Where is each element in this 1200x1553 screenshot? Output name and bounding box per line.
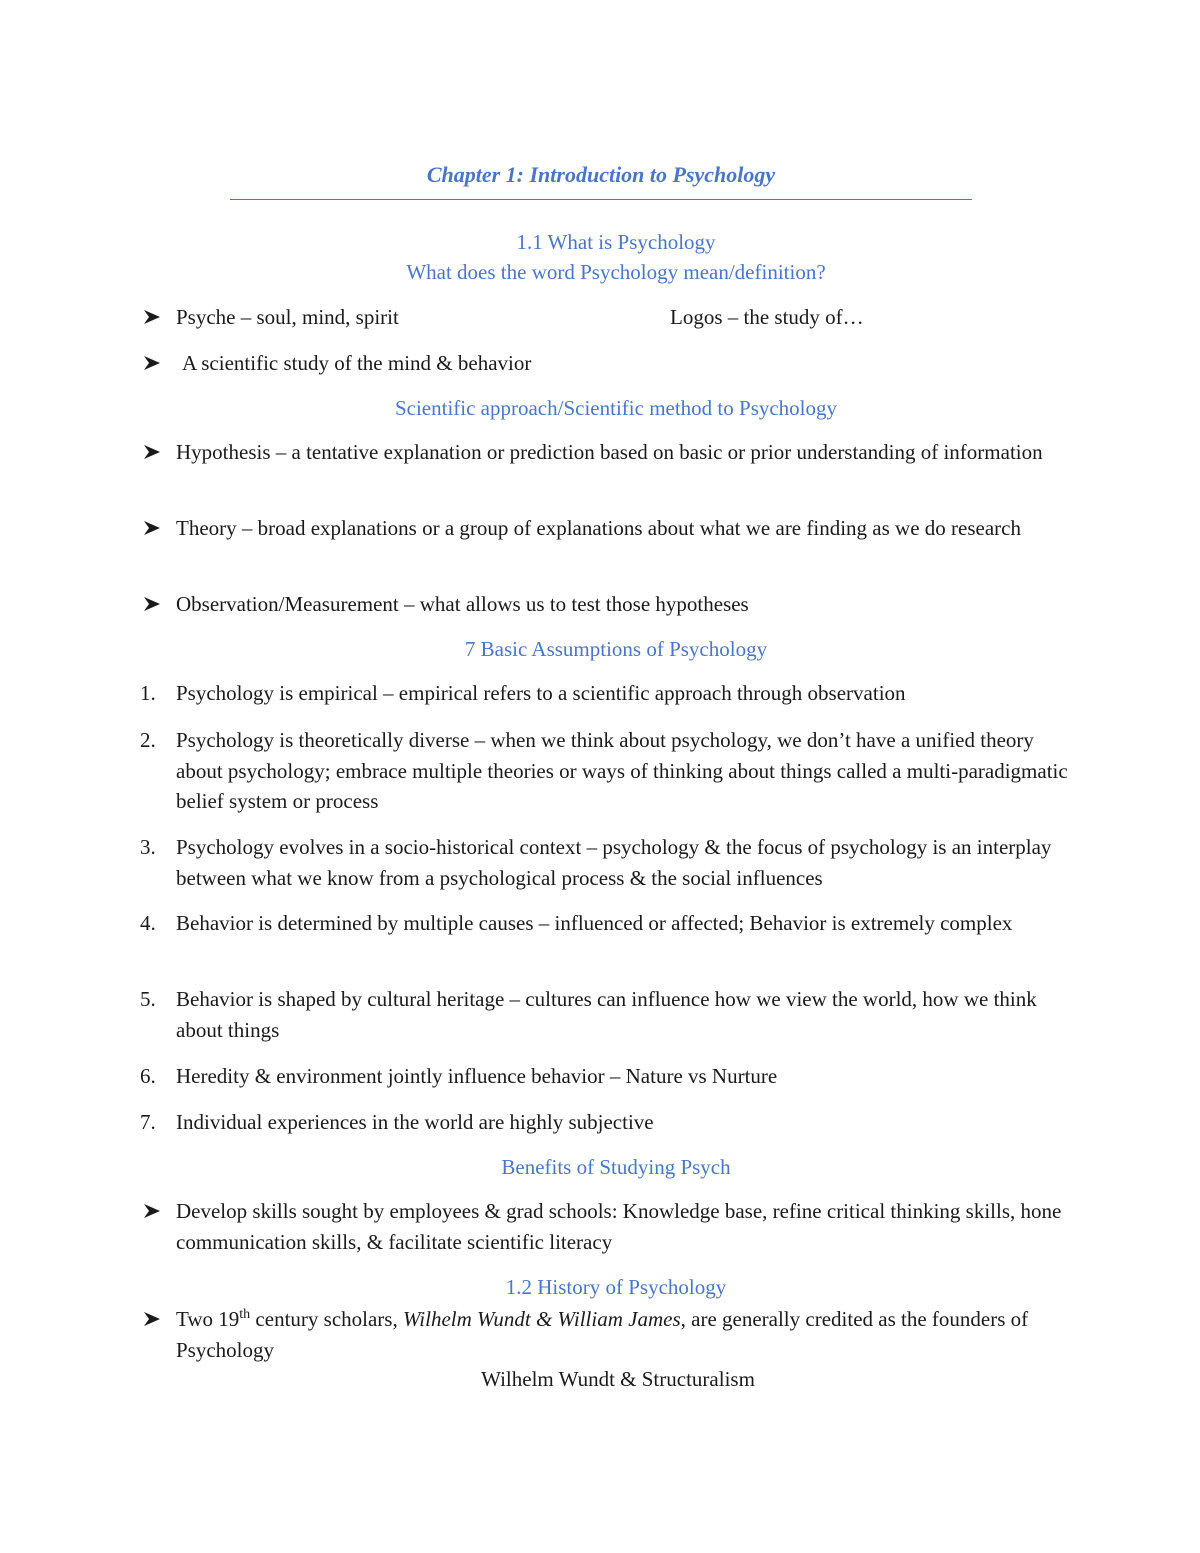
founders-text-mid: century scholars,	[250, 1307, 403, 1331]
list-number: 1.	[140, 681, 156, 705]
bullet-theory	[140, 513, 1070, 544]
list-item-assumption	[140, 1107, 1070, 1138]
section-heading-scientific-approach: Scientific approach/Scientific method to Psychology	[394, 396, 838, 420]
founders-text-end: , are generally credited as the founders of Psychology	[176, 1307, 1029, 1362]
list-text: Behavior is shaped by cultural heritage – cultures can influence how we view the world, how we think about things	[176, 987, 1037, 1042]
list-number: 2.	[140, 728, 156, 752]
psyche-definition: Psyche – soul, mind, spirit	[176, 305, 399, 329]
bullet-hypothesis	[140, 437, 1070, 468]
title-underline	[230, 199, 972, 200]
founder-names: Wilhelm Wundt & William James	[402, 1307, 681, 1331]
bullet-text: Develop skills sought by employees & grad schools: Knowledge base, refine critical thinking skills, hone communication skills, & facilitate scientific literacy	[176, 1199, 1062, 1254]
list-number: 5.	[140, 987, 156, 1011]
section-heading-history: 1.2 History of Psychology	[505, 1275, 727, 1299]
logos-definition: Logos – the study of…	[670, 305, 864, 329]
bullet-definition	[140, 348, 1070, 379]
list-item-assumption	[140, 1061, 1070, 1092]
bullet-text: Theory – broad explanations or a group of explanations about what we are finding as we do research	[176, 516, 1021, 540]
ordinal-superscript: th	[239, 1307, 251, 1322]
list-text: Psychology is theoretically diverse – when we think about psychology, we don’t have a unified theory about psychology; embrace multiple theories or ways of thinking about things called a multi-paradigmatic belief system or process	[176, 728, 1068, 813]
list-number: 6.	[140, 1064, 156, 1088]
list-item-assumption	[140, 725, 1070, 817]
founders-text-start: Two 19	[176, 1307, 240, 1331]
bullet-founders	[140, 1304, 1070, 1365]
psychology-definition: A scientific study of the mind & behavior	[182, 351, 532, 375]
list-text: Psychology is empirical – empirical refers to a scientific approach through observation	[176, 681, 906, 705]
bullet-text	[176, 1304, 1070, 1365]
bullet-psyche-logos	[140, 302, 1070, 333]
subheading-wundt-structuralism: Wilhelm Wundt & Structuralism	[481, 1367, 755, 1391]
bullet-text: Observation/Measurement – what allows us to test those hypotheses	[176, 592, 749, 616]
list-text: Individual experiences in the world are highly subjective	[176, 1110, 654, 1134]
list-text: Psychology evolves in a socio-historical context – psychology & the focus of psychology is an interplay between what we know from a psychological process & the social influences	[176, 835, 1052, 890]
list-number: 7.	[140, 1110, 156, 1134]
list-item-assumption	[140, 832, 1070, 893]
section-heading-benefits: Benefits of Studying Psych	[501, 1155, 731, 1179]
section-heading-assumptions: 7 Basic Assumptions of Psychology	[464, 637, 768, 661]
subheading-definition: What does the word Psychology mean/definition?	[406, 260, 826, 284]
chapter-title: Chapter 1: Introduction to Psychology	[426, 162, 776, 187]
list-item-assumption	[140, 984, 1070, 1045]
bullet-observation	[140, 589, 1070, 620]
list-text: Heredity & environment jointly influence behavior – Nature vs Nurture	[176, 1064, 778, 1088]
list-text: Behavior is determined by multiple causes – influenced or affected; Behavior is extremely complex	[176, 911, 1013, 935]
section-heading-what-is-psychology: 1.1 What is Psychology	[516, 230, 716, 254]
list-number: 4.	[140, 911, 156, 935]
bullet-benefits	[140, 1196, 1070, 1257]
list-number: 3.	[140, 835, 156, 859]
list-item-assumption	[140, 908, 1070, 939]
bullet-text: Hypothesis – a tentative explanation or prediction based on basic or prior understanding of information	[176, 440, 1043, 464]
list-item-assumption	[140, 678, 1070, 709]
